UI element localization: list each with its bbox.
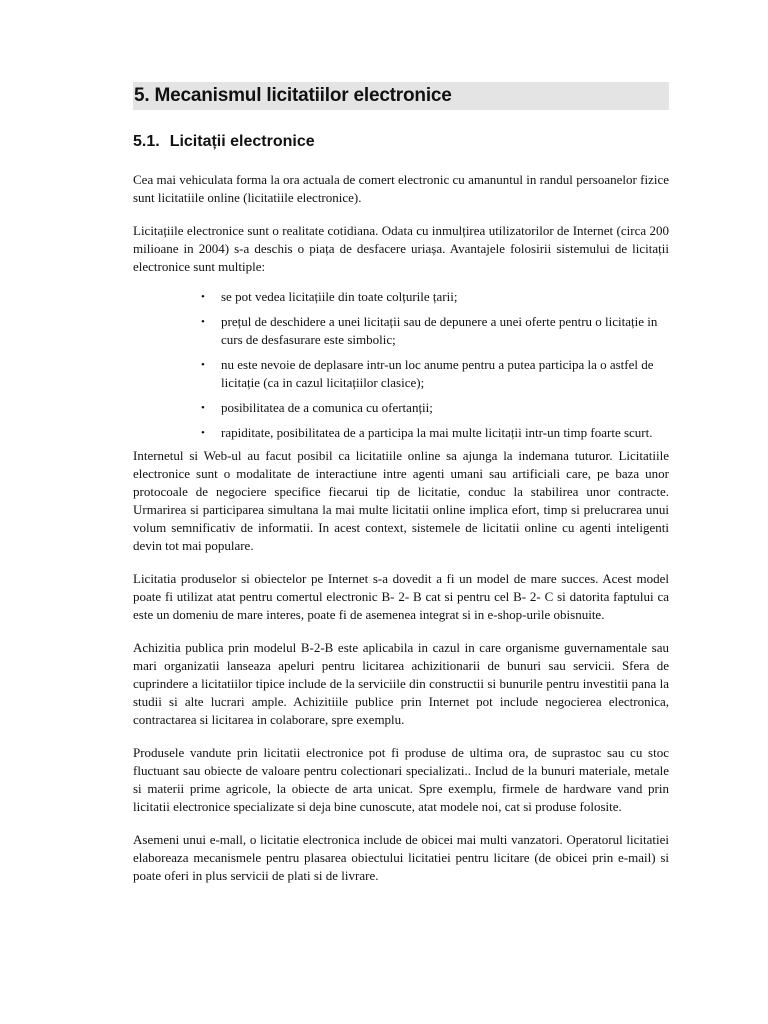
paragraph-intro: Cea mai vehiculata forma la ora actuala de comert electronic cu amanuntul in randul persoanelor fizice sunt licitatiile online (licitatiile electronice). [133, 172, 669, 205]
paragraph-reality: Licitațiile electronice sunt o realitate cotidiana. Odata cu inmulțirea utilizatorilor de Internet (circa 200 milioane in 2004) s-a deschis o piața de desfacere uriașa. Avantajele folosirii sistemului de licitații electronice sunt multiple: [133, 223, 669, 274]
document-page [133, 82, 669, 885]
bullet-icon: • [201, 402, 205, 414]
section-title: Licitații electronice [169, 133, 315, 150]
list-item-text: posibilitatea de a comunica cu ofertanții; [221, 400, 433, 415]
advantages-list [133, 288, 669, 442]
paragraph-sold-products: Produsele vandute prin licitatii electronice pot fi produse de ultima ora, de suprastoc sau cu stoc fluctuant sau obiecte de valoare pentru colectionari specializati.. Includ de la bunuri materiale, metale si materii prime agricole, la obiecte de arta unicat. Spre exemplu, firmele de hardware vand prin licitatii electronice specializate si deja bine cunoscute, atat modele noi, cat si produse folosite. [133, 745, 669, 814]
list-item [201, 288, 669, 306]
chapter-title: 5. Mecanismul licitatiilor electronice [133, 82, 669, 110]
paragraph-products: Licitatia produselor si obiectelor pe Internet s-a dovedit a fi un model de mare succes. Acest model poate fi utilizat atat pentru comertul electronic B- 2- B cat si pentru cel B- 2- C si datorita faptului ca este un domeniu de mare interes, poate fi de asemenea integrat si in e-shop-urile obisnuite. [133, 571, 669, 622]
list-item-text: nu este nevoie de deplasare intr-un loc anume pentru a putea participa la o astfel de licitație (ca in cazul licitațiilor clasice); [221, 357, 654, 390]
paragraph-email: Asemeni unui e-mall, o licitatie electronica include de obicei mai multi vanzatori. Operatorul licitatiei elaboreaza mecanismele pentru plasarea obiectului licitatiei pentru licitare (de obicei prin e-mail) si poate oferi in plus servicii de plati si de livrare. [133, 832, 669, 883]
list-item-text: prețul de deschidere a unei licitații sau de depunere a unei oferte pentru o licitație in curs de desfasurare este simbolic; [221, 314, 658, 347]
paragraph-public-procurement: Achizitia publica prin modelul B-2-B este aplicabila in cazul in care organisme guvernamentale sau mari organizatii lanseaza apeluri pentru licitarea achizitionarii de bunuri sau servicii. Sfera de cuprindere a licitatiilor tipice include de la serviciile din constructii si bunurile pentru investitii pana la studii si alte lucrari ample. Achizitiile publice prin Internet pot include negocierea electronica, contractarea si licitarea in colaborare, spre exemplu. [133, 640, 669, 727]
bullet-icon: • [201, 316, 205, 328]
list-item [201, 356, 669, 392]
list-item [201, 424, 669, 442]
list-item [201, 313, 669, 349]
section-heading [133, 132, 669, 152]
section-number: 5.1. [133, 133, 160, 150]
paragraph-internet: Internetul si Web-ul au facut posibil ca licitatiile online sa ajunga la indemana tuturor. Licitatiile electronice sunt o modalitate de interactiune intre agenti umani sau artificiali care, pe baza unor protocoale de negociere specifice fiecarui tip de licitatie, conduc la stabilirea unor contracte. Urmarirea si participarea simultana la mai multe licitatii online implica efort, timp si prelucrarea unui volum semnificativ de informatii. In acest context, sistemele de licitatii online cu agenti inteligenti devin tot mai populare. [133, 448, 669, 553]
list-item-text: rapiditate, posibilitatea de a participa la mai multe licitații intr-un timp foarte scurt. [221, 425, 653, 440]
bullet-icon: • [201, 291, 205, 303]
bullet-icon: • [201, 427, 205, 439]
list-item-text: se pot vedea licitațiile din toate colțurile țarii; [221, 289, 458, 304]
list-item [201, 399, 669, 417]
bullet-icon: • [201, 359, 205, 371]
